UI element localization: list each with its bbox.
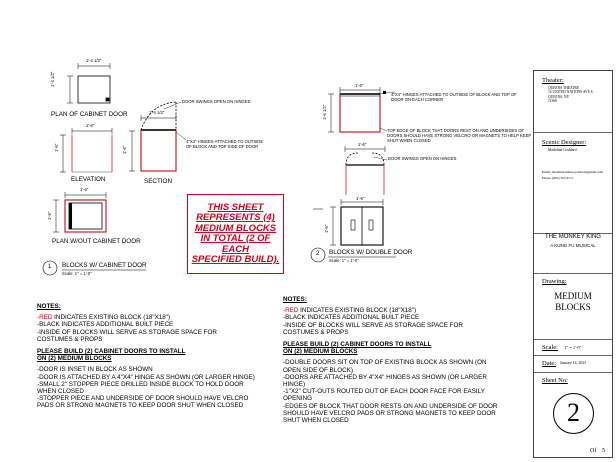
notes-left-line-b4: -STOPPER PIECE AND UNDERSIDE OF DOOR SHOULD HAVE VELCRO: [37, 395, 249, 403]
notes-right-line-a0: -BLACK INDICATES ADDITIONAL BUILT PIECE: [283, 314, 420, 322]
tb-theater-line-0: QUEENS THEATRE: [548, 86, 579, 90]
callout-1-title: BLOCKS W/ CABINET DOOR: [62, 262, 147, 269]
notes-left-red-line: [37, 314, 277, 321]
title-block: [533, 70, 613, 458]
section-title: SECTION: [144, 178, 172, 185]
notes-right: [283, 296, 528, 424]
section-width-dim: 1'-4 1/2": [149, 110, 165, 115]
plan-cabinet-door-title: PLAN OF CABINET DOOR: [51, 111, 128, 118]
elevation-title: ELEVATION: [71, 176, 106, 183]
notes-right-red-rest: INDICATES EXISTING BLOCK (18"X18"): [298, 307, 417, 315]
tb-sheet-number: 2: [567, 398, 580, 427]
notes-right-line-b7: SHOULD HAVE VELCRO PADS OR STRONG MAGNETS TO KEEP DOOR: [283, 409, 496, 417]
tb-total-sheets: 5: [602, 448, 605, 454]
notes-left-line-a2: COSTUMES & PROPS: [37, 335, 103, 343]
notes-left-heading: NOTES:: [37, 303, 61, 310]
red-note-line-5: SPECIFIED BUILD).: [191, 254, 280, 266]
notes-left-line-b5: PADS OR STRONG MAGNETS TO KEEP DOOR SHUT WHEN CLOSED: [37, 402, 244, 410]
notes-left-line-b1: -DOOR IS ATTACHED BY A 4"X4" HINGE AS SHOWN (OR LARGER HINGE): [37, 373, 255, 381]
notes-right-line-b8: SHUT WHEN CLOSED: [283, 417, 349, 425]
plan-door-width-dim: 1'-4 1/2": [86, 58, 102, 63]
elevation-width-dim: 1'-6": [86, 123, 95, 128]
tb-designer-name: Madeline Goddard: [548, 148, 577, 152]
tb-theater-section: [534, 71, 612, 133]
plan-door-height-dim: 1'-4 1/2": [50, 71, 55, 87]
notes-left-red-rest: INDICATES EXISTING BLOCK (18"X18"): [52, 314, 171, 322]
tb-date-label: Date:: [542, 360, 557, 367]
tb-theater-address: [548, 86, 593, 104]
section-swing-note: DOOR SWINGS OPEN ON HINGES: [182, 99, 251, 104]
plan-wo-height-dim: 1'-6": [47, 211, 52, 220]
right-edge-note: TOP EDGE OF BLOCK THAT DOORS REST ON AND UNDERSIDES OF DOORS SHOULD HAVE STRONG VELCRO OR MAGNETS TO HELP KEEP SHUT WHEN CLOSED: [387, 128, 532, 143]
tb-drawing-title-1: MEDIUM: [554, 291, 592, 301]
callout-2-scale: Scale: 1" = 1'-0": [329, 258, 359, 263]
tb-date-value: January 14, 2023: [560, 361, 587, 365]
plan-without-door-drawing: [53, 192, 106, 232]
callout-2-number: 2: [316, 251, 320, 257]
double-door-plan-drawing: [313, 199, 383, 245]
tb-drawing-section: [534, 274, 612, 340]
callout-1-scale: Scale: 1" = 1'-0": [62, 271, 92, 276]
tb-theater-line-3: 11368: [548, 99, 557, 104]
tb-sheet-section: [534, 373, 612, 458]
double-door-open-drawing: [345, 146, 387, 195]
tb-scale-label: Scale:: [542, 344, 558, 351]
plan-wo-door-title: PLAN W/OUT CABINET DOOR: [52, 238, 141, 245]
red-note-line-3: MEDIUM BLOCKS: [194, 222, 277, 234]
section-hinge-note: 4"X4" HINGES ATTACHED TO OUTSIDE OF BLOCK AND TOP SIDE OF DOOR: [186, 139, 264, 149]
tb-contact-email: Email: madeline.maine.goddard@gmail.com: [542, 170, 603, 174]
red-note-line-2: REPRESENTS (4): [196, 212, 275, 224]
notes-left-line-b0: -DOOR IS INSET IN BLOCK AS SHOWN: [37, 366, 153, 374]
notes-left-red-word: -RED: [37, 314, 53, 322]
double-door-top-drawing: [328, 87, 395, 132]
notes-right-build-1: PLEASE BUILD (2) CABINET DOORS TO INSTALL: [283, 341, 432, 349]
tb-scale-value: 1" = 1'-0": [564, 345, 582, 350]
tb-of-label: Of: [590, 448, 597, 454]
notes-right-line-b5: OPENING: [283, 395, 313, 403]
elevation-drawing: [60, 128, 112, 172]
notes-right-build-2: ON (2) MEDIUM BLOCKS: [283, 348, 358, 356]
elevation-height-dim: 1'-6": [54, 143, 59, 152]
right-top-width-dim: 1'-6": [355, 83, 364, 88]
tb-contact-phone: Phone: (862) 505-6717: [542, 176, 574, 180]
notes-right-red-line: [283, 307, 528, 314]
red-note-line-4: IN TOTAL (2 OF EACH: [200, 233, 271, 255]
notes-left-build-2: ON (2) MEDIUM BLOCKS: [37, 355, 112, 363]
notes-left-line-a0: -BLACK INDICATES ADDITIONAL BUILT PIECE: [37, 321, 174, 329]
right-bottom-width-dim: 1'-6": [356, 196, 365, 201]
notes-left: [37, 303, 277, 410]
notes-right-line-b3: HINGE): [283, 381, 306, 389]
tb-drawing-title-2: BLOCKS: [555, 302, 591, 312]
notes-right-line-b6: -EDGES OF BLOCK THAT DOOR RESTS ON AND UNDERSIDE OF DOOR: [283, 402, 498, 410]
notes-right-line-a1: -INSIDE OF BLOCKS WILL SERVE AS STORAGE SPACE FOR: [283, 321, 463, 329]
red-note-box: [187, 194, 284, 274]
notes-right-line-b4: -1"X2" CUT-OUTS ROUTED OUT OF EACH DOOR FACE FOR EASILY: [283, 388, 485, 396]
tb-theater-line-1: 14 UNITED NATIONS AVE S: [548, 90, 593, 95]
plan-wo-width-dim: 1'-6": [80, 187, 89, 192]
notes-right-red-word: -RED: [283, 307, 299, 315]
notes-left-line-b2: -SMALL 2" STOPPER PIECE DRILLED INSIDE BLOCK TO HOLD DOOR: [37, 380, 244, 388]
tb-scale-section: [534, 340, 612, 356]
tb-sheet-circle: [553, 393, 594, 434]
notes-right-line-b2: -DOORS ARE ATTACHED BY 4"X4" HINGES AS SHOWN (OR LARGER: [283, 373, 487, 381]
tb-sheet-label: Sheet No:: [542, 377, 568, 384]
tb-show-subtitle: A KUNG FU MUSICAL: [550, 243, 596, 248]
right-swing-note: DOOR SWINGS OPEN ON HINGES: [388, 156, 457, 161]
notes-right-line-a2: COSTUMES & PROPS: [283, 328, 349, 336]
right-side-dim: 1'-6": [358, 142, 367, 147]
tb-designer-label: Scenic Designer:: [542, 139, 587, 146]
plan-cabinet-door-drawing: [67, 63, 110, 103]
tb-theater-line-2: QUEENS, NY: [548, 94, 570, 99]
right-top-height-dim: 1'-6 1/2": [322, 104, 327, 120]
tb-drawing-label: Drawing:: [542, 278, 567, 285]
notes-right-line-b1: OPEN SIDE OF BLOCK): [283, 366, 353, 374]
section-height-dim: 1'-6": [122, 145, 127, 154]
callout-2-title: BLOCKS W/ DOUBLE DOOR: [329, 249, 413, 256]
tb-date-section: [534, 356, 612, 373]
notes-left-line-b3: WHEN CLOSED: [37, 388, 84, 396]
notes-left-build-1: PLEASE BUILD (2) CABINET DOORS TO INSTALL: [37, 348, 186, 356]
notes-right-line-b0: -DOUBLE DOORS SIT ON TOP OF EXISTING BLOCK AS SHOWN (ON: [283, 359, 487, 367]
tb-show-section: [534, 234, 612, 274]
tb-show-title: THE MONKEY KING: [545, 234, 601, 240]
notes-left-line-a1: -INSIDE OF BLOCKS WILL SERVE AS STORAGE SPACE FOR: [37, 328, 217, 336]
tb-theater-label: Theater:: [542, 77, 564, 84]
tb-designer-section: [534, 133, 612, 234]
red-note-line-1: THIS SHEET: [207, 202, 264, 213]
right-bottom-height-dim: 1'-6": [324, 224, 329, 233]
right-hinge-note: 4"X4" HINGES ATTACHED TO OUTSIDE OF BLOCK AND TOP OF DOOR ON EACH CORNER: [391, 92, 517, 102]
notes-right-heading: NOTES:: [283, 296, 307, 303]
callout-1-number: 1: [48, 264, 52, 270]
